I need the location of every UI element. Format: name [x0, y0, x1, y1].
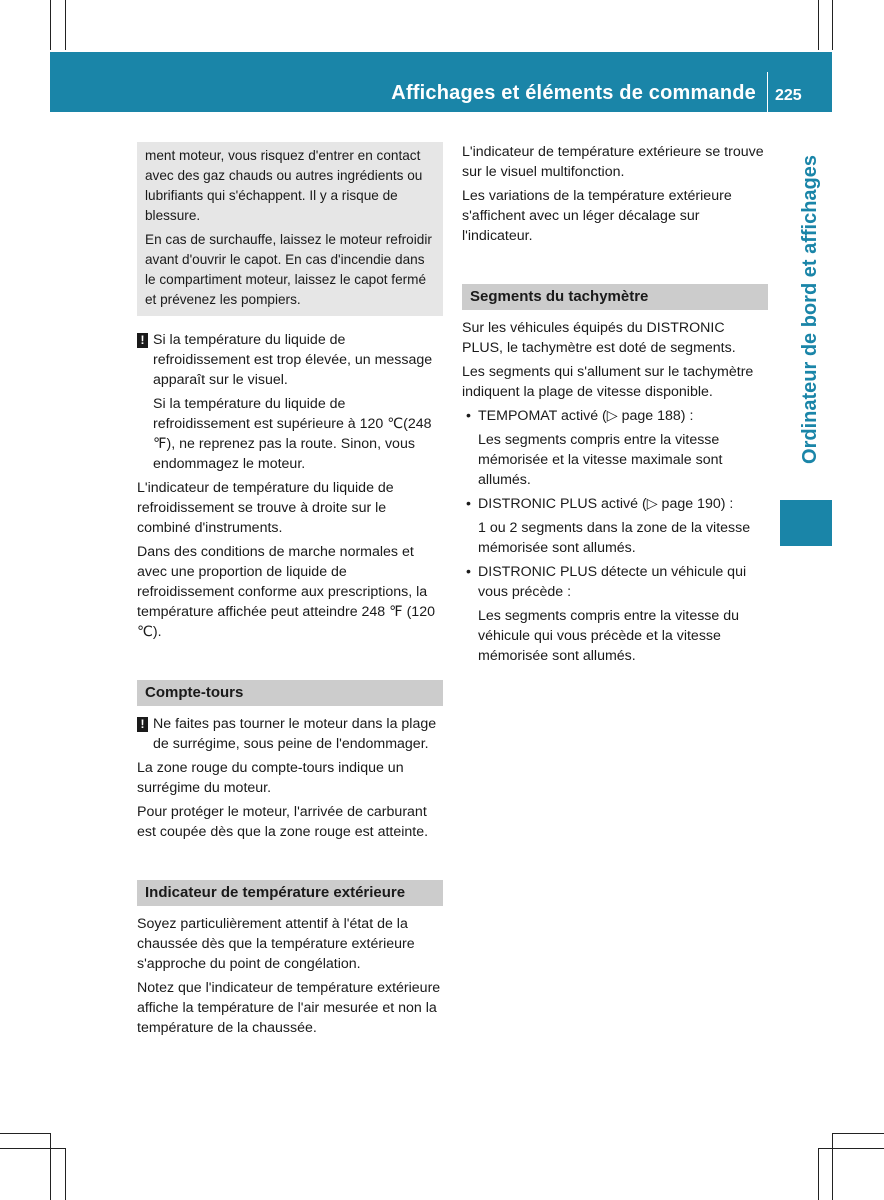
- exclamation-icon: !: [137, 333, 148, 348]
- crop-mark: [50, 1133, 51, 1200]
- list-item-text: Les segments compris entre la vitesse du véhicule qui vous précède et la vitesse mémorisée sont allumés.: [478, 608, 740, 664]
- paragraph: L'indicateur de température extérieure se trouve sur le visuel multifonction.: [462, 144, 764, 180]
- crop-mark: [818, 1148, 819, 1200]
- warning-box: [137, 142, 443, 316]
- paragraph: Dans des conditions de marche normales et avec une proportion de liquide de refroidissement conforme aux prescriptions, la température affichée peut atteindre 248 ℉ (120 ℃).: [137, 544, 435, 640]
- crop-mark: [832, 1133, 833, 1200]
- crop-mark: [0, 1133, 50, 1134]
- paragraph: Notez que l'indicateur de température extérieure affiche la température de l'air mesurée et non la température de la chaussée.: [137, 980, 441, 1036]
- paragraph: L'indicateur de température du liquide de refroidissement se trouve à droite sur le combiné d'instruments.: [137, 480, 394, 536]
- bullet-icon: •: [466, 564, 471, 580]
- note-block: [137, 330, 443, 474]
- exclamation-icon: !: [137, 717, 148, 732]
- bullet-icon: •: [466, 496, 471, 512]
- section-heading-tachometer: Compte-tours: [137, 680, 443, 706]
- crop-mark: [50, 0, 51, 50]
- list-item-label: TEMPOMAT activé (▷ page 188) :: [478, 408, 694, 424]
- page-number: 225: [775, 87, 802, 104]
- left-column: [137, 142, 443, 1042]
- right-column: [462, 142, 768, 670]
- crop-mark: [818, 1148, 884, 1149]
- section-heading-speedo-segments: Segments du tachymètre: [462, 284, 768, 310]
- list-item-label: DISTRONIC PLUS activé (▷ page 190) :: [478, 496, 734, 512]
- page-title: Affichages et éléments de commande: [391, 82, 756, 104]
- note-text: Si la température du liquide de refroidissement est supérieure à 120 ℃(248 ℉), ne reprenez pas la route. Sinon, vous endommagez le moteur.: [153, 396, 432, 472]
- list-item-label: DISTRONIC PLUS détecte un véhicule qui vous précède :: [478, 564, 747, 600]
- note-block: [137, 714, 443, 754]
- list-item: [462, 406, 768, 490]
- warning-text: En cas de surchauffe, laissez le moteur refroidir avant d'ouvrir le capot. En cas d'incendie dans le compartiment moteur, laissez le capot fermé et prévenez les pompiers.: [145, 232, 432, 307]
- paragraph: Pour protéger le moteur, l'arrivée de carburant est coupée dès que la zone rouge est atteinte.: [137, 804, 429, 840]
- side-tab-marker: [780, 500, 832, 546]
- list-item-text: 1 ou 2 segments dans la zone de la vitesse mémorisée sont allumés.: [478, 520, 751, 556]
- list-item-text: Les segments compris entre la vitesse mémorisée et la vitesse maximale sont allumés.: [478, 432, 723, 488]
- warning-text: ment moteur, vous risquez d'entrer en contact avec des gaz chauds ou autres ingrédients ou lubrifiants qui s'échappent. Il y a risque de blessure.: [145, 148, 423, 223]
- paragraph: Les variations de la température extérieure s'affichent avec un léger décalage sur l'indicateur.: [462, 188, 732, 244]
- paragraph: La zone rouge du compte-tours indique un surrégime du moteur.: [137, 760, 404, 796]
- crop-mark: [818, 0, 819, 50]
- header-divider: [767, 72, 768, 112]
- crop-mark: [65, 1148, 66, 1200]
- section-heading-outside-temp: Indicateur de température extérieure: [137, 880, 443, 906]
- crop-mark: [832, 0, 833, 50]
- paragraph: Sur les véhicules équipés du DISTRONIC PLUS, le tachymètre est doté de segments.: [462, 320, 736, 356]
- list-item: [462, 494, 768, 558]
- paragraph: Soyez particulièrement attentif à l'état de la chaussée dès que la température extérieure s'approche du point de congélation.: [137, 916, 415, 972]
- crop-mark: [0, 1148, 65, 1149]
- list-item: [462, 562, 768, 666]
- crop-mark: [832, 1133, 884, 1134]
- bullet-icon: •: [466, 408, 471, 424]
- paragraph: Les segments qui s'allument sur le tachymètre indiquent la plage de vitesse disponible.: [462, 364, 754, 400]
- side-tab-label: Ordinateur de bord et affichages: [799, 155, 821, 464]
- crop-mark: [65, 0, 66, 50]
- note-text: Ne faites pas tourner le moteur dans la plage de surrégime, sous peine de l'endommager.: [153, 716, 437, 752]
- note-text: Si la température du liquide de refroidissement est trop élevée, un message apparaît sur le visuel.: [153, 332, 433, 388]
